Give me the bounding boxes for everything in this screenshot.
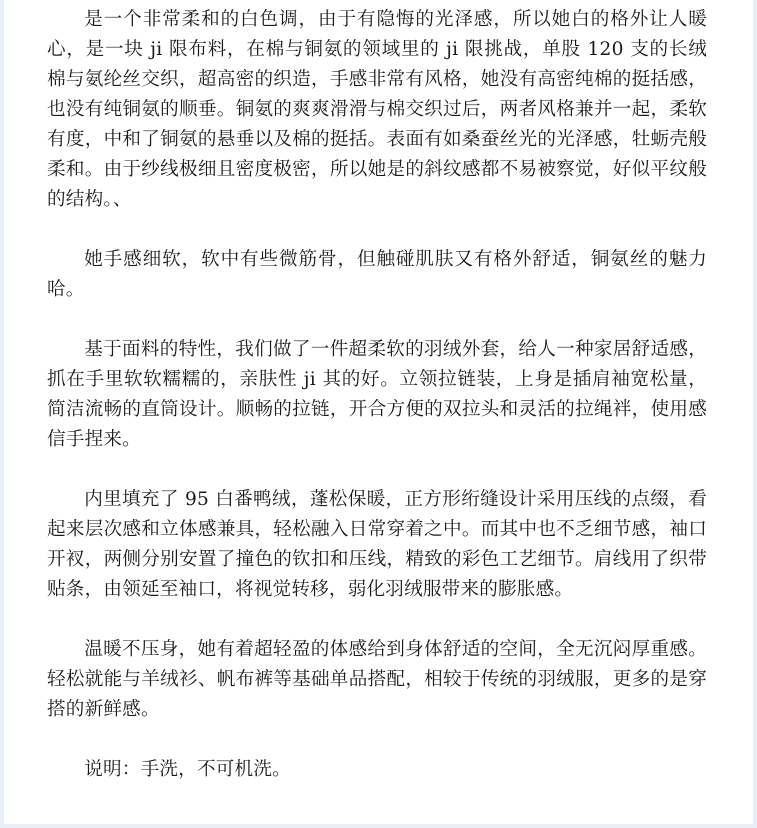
paragraph-jacket-design: 基于面料的特性，我们做了一件超柔软的羽绒外套，给人一种家居舒适感，抓在手里软软糯糯的，亲肤性 ji 其的好。立领拉链装，上身是插肩袖宽松量，简洁流畅的直筒设计。顺畅的拉链，开合方便的双拉头和灵活的拉绳袢，使用感信手捏来。: [47, 339, 707, 450]
paragraph-filling-details: 内里填充了 95 白番鸭绒，蓬松保暖，正方形绗缝设计采用压线的点缀，看起来层次感和立体感兼具，轻松融入日常穿着之中。而其中也不乏细节感，袖口开衩，两侧分别安置了撞色的钦扣和压线，精致的彩色工艺细节。肩线用了织带贴条，由领延至袖口，将视觉转移，弱化羽绒服带来的膨胀感。: [47, 489, 707, 600]
document-body: [47, 5, 707, 785]
paragraph-spacer: [47, 725, 707, 755]
paragraph-fabric-description: 是一个非常柔和的白色调，由于有隐悔的光泽感，所以她白的格外让人暖心，是一块 ji 限布料，在棉与铜氨的领域里的 ji 限挑战，单股 120 支的长绒棉与氨纶丝交织，超高密的织造，手感非常有风格，她没有高密纯棉的挺括感，也没有纯铜氨的顺垂。铜氨的爽爽滑滑与棉交织过后，两者风格兼并一起，柔软有度，中和了铜氨的悬垂以及棉的挺括。表面有如桑蚕丝光的光泽感，牡蛎壳般柔和。由于纱线极细且密度极密，所以她是的斜纹感都不易被察觉，好似平纹般的结构。、: [47, 9, 707, 210]
paragraph-spacer: [47, 305, 707, 335]
paragraph-spacer: [47, 215, 707, 245]
paragraph-warmth-styling: 温暖不压身，她有着超轻盈的体感给到身体舒适的空间，全无沉闷厚重感。轻松就能与羊绒衫、帆布裤等基础单品搭配，相较于传统的羽绒服，更多的是穿搭的新鲜感。: [47, 639, 707, 720]
paragraph-spacer: [47, 605, 707, 635]
paragraph-spacer: [47, 455, 707, 485]
paragraph-care-instructions: 说明：手洗，不可机洗。: [84, 759, 291, 780]
paragraph-hand-feel: 她手感细软，软中有些微筋骨，但触碰肌肤又有格外舒适，铜氨丝的魅力哈。: [47, 249, 707, 300]
